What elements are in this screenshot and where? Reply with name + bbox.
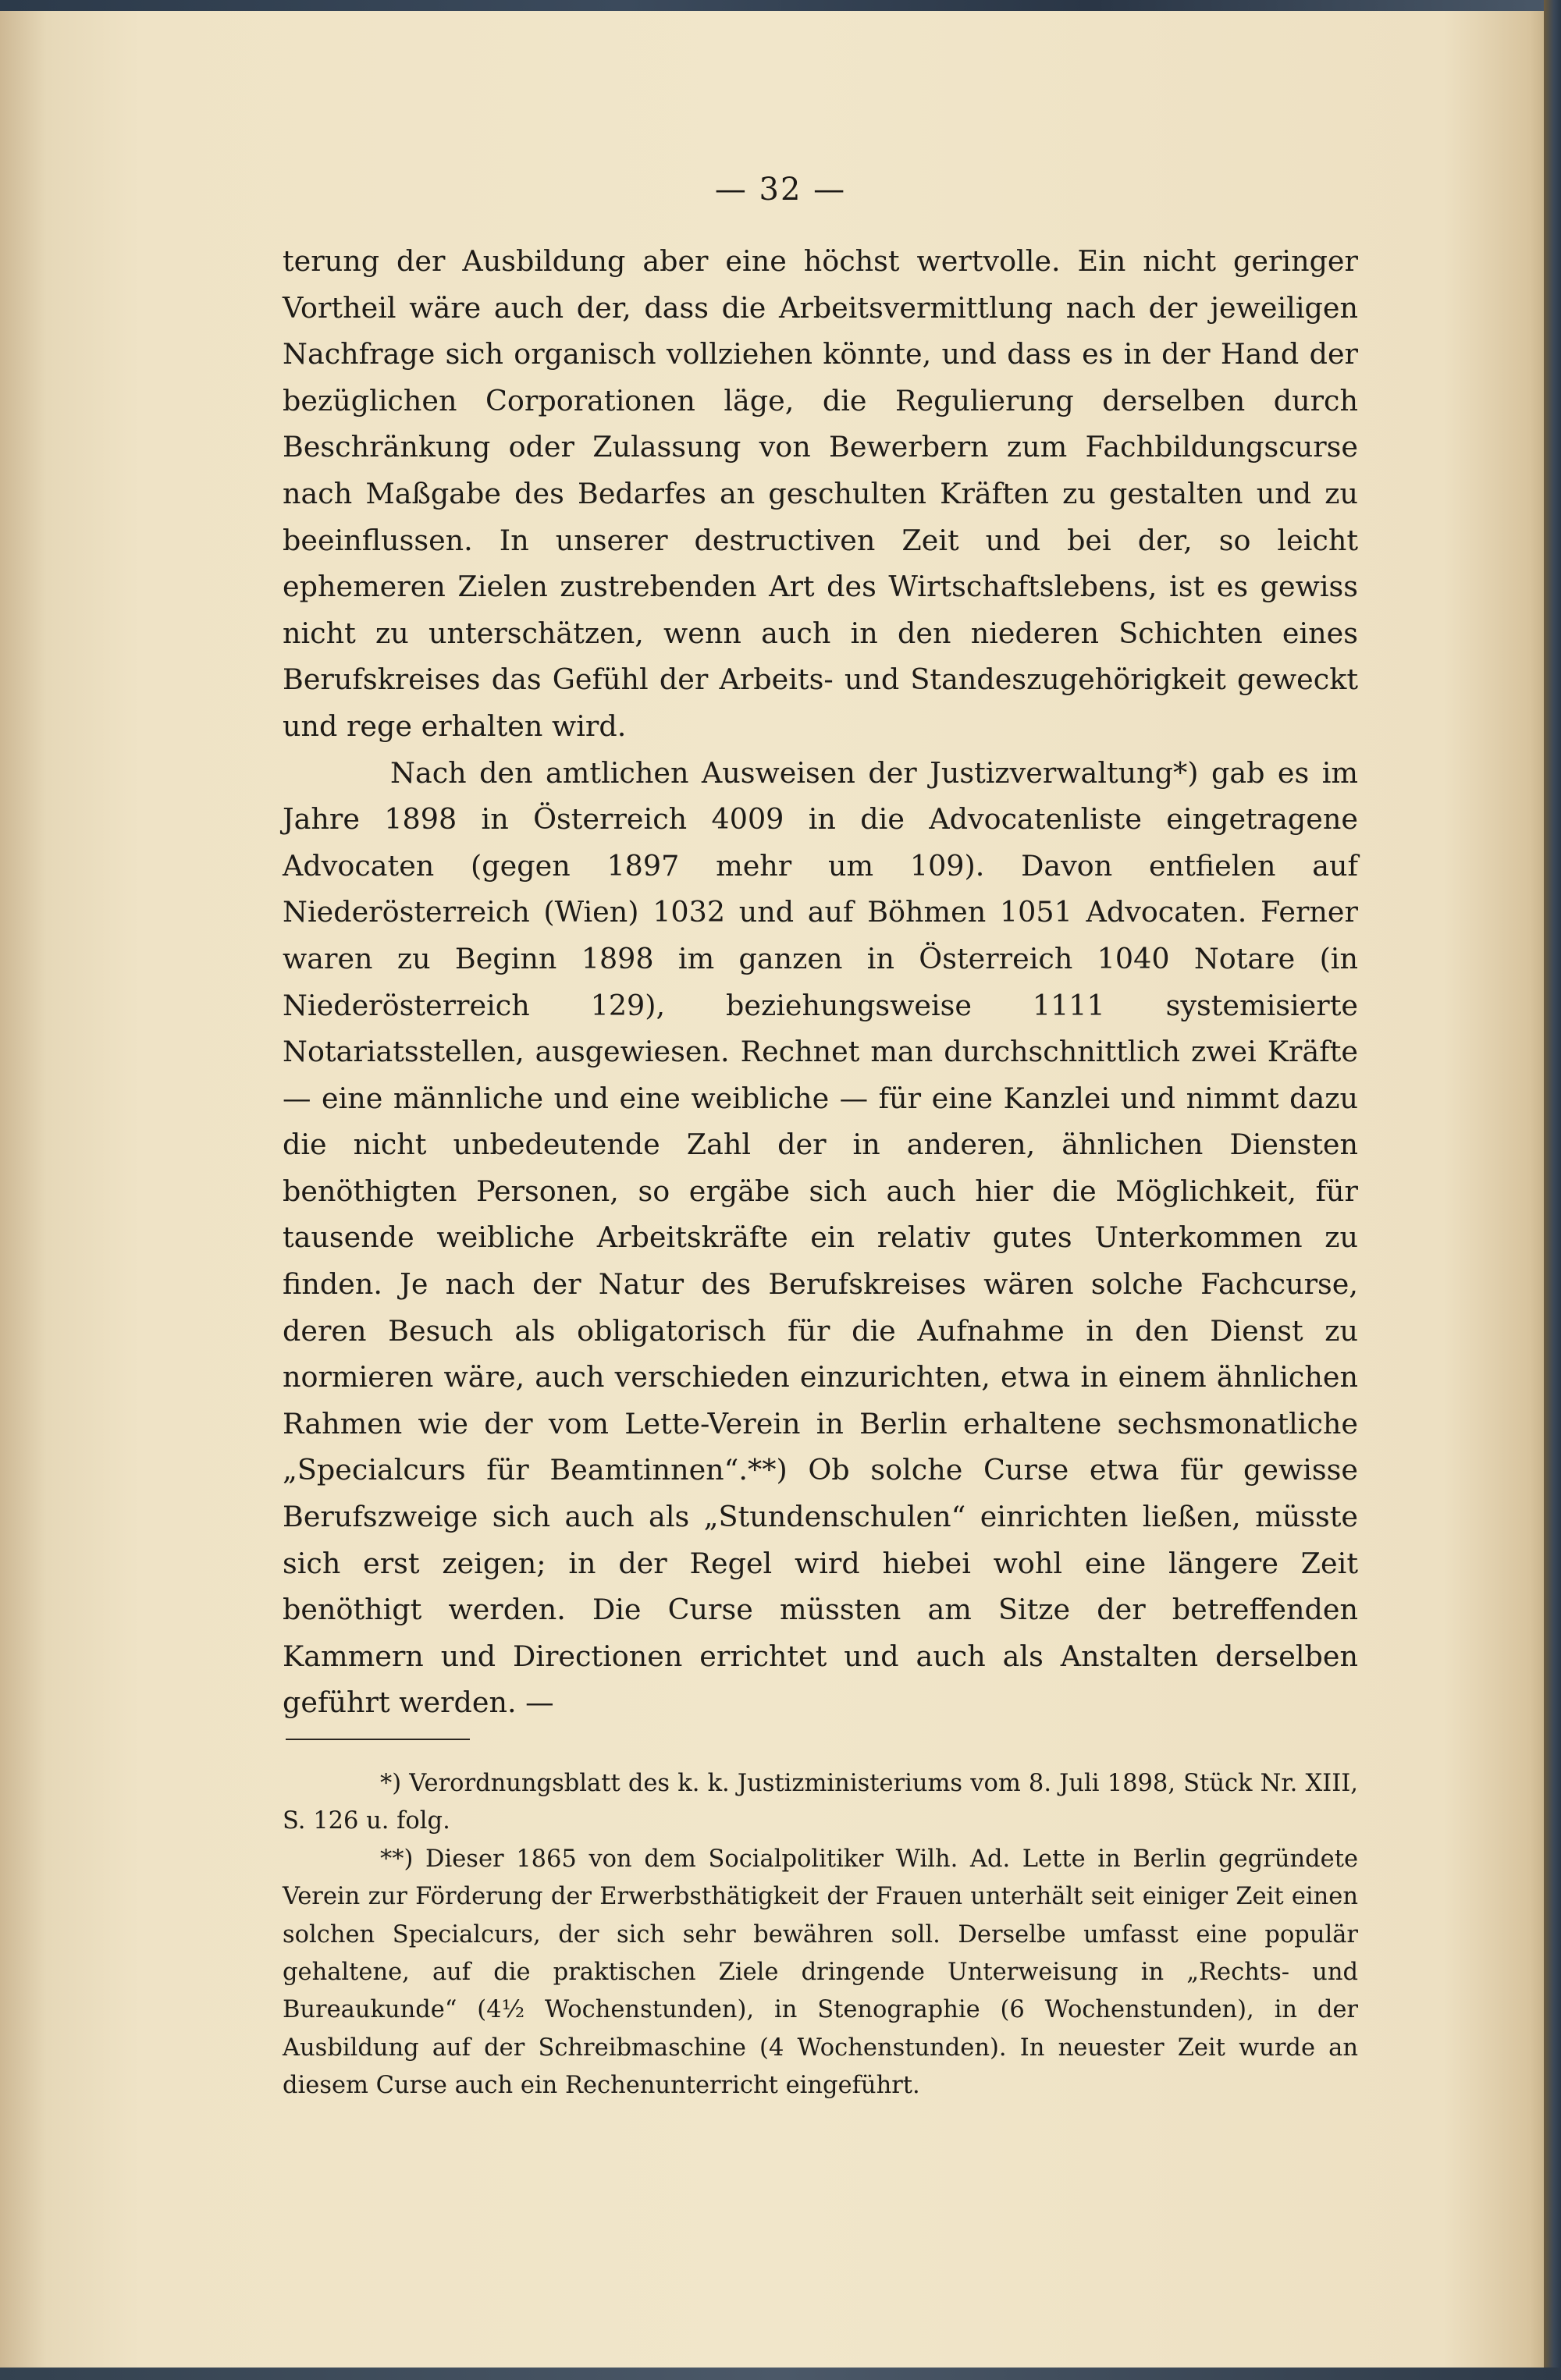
footnote-divider	[286, 1739, 470, 1740]
main-text	[283, 238, 1358, 1726]
book-spine-edge	[1544, 0, 1561, 2380]
footnote-2: **) Dieser 1865 von dem Socialpolitiker Wilh. Ad. Lette in Berlin gegründete Verein zur Förderung der Erwerbsthätigkeit der Frauen unterhält seit einiger Zeit einen solchen Specialcurs, der sich sehr bewähren soll. Derselbe umfasst eine populär gehaltene, auf die praktischen Ziele dringende Unterweisung in „Rechts- und Bureaukunde“ (4½ Wochenstunden), in Stenographie (6 Wochenstunden), in der Ausbildung auf der Schreibmaschine (4 Wochenstunden). In neuester Zeit wurde an diesem Curse auch ein Rechenunterricht eingeführt.	[283, 1845, 1358, 2100]
footnotes	[283, 1765, 1358, 2105]
book-top-edge	[0, 0, 1561, 11]
paragraph-1: terung der Ausbildung aber eine höchst wertvolle. Ein nicht geringer Vortheil wäre auch der, dass die Arbeitsvermittlung nach der jeweiligen Nachfrage sich organisch vollziehen könnte, und dass es in der Hand der bezüglichen Corporationen läge, die Regulierung derselben durch Beschränkung oder Zulassung von Bewerbern zum Fachbildungscurse nach Maßgabe des Bedarfes an geschulten Kräften zu gestalten und zu beeinflussen. In unserer destructiven Zeit und bei der, so leicht ephemeren Zielen zustrebenden Art des Wirtschaftslebens, ist es gewiss nicht zu unterschätzen, wenn auch in den niederen Schichten eines Berufskreises das Gefühl der Arbeits- und Standeszugehörigkeit geweckt und rege erhalten wird.	[283, 244, 1358, 743]
paragraph-2: Nach den amtlichen Ausweisen der Justizverwaltung*) gab es im Jahre 1898 in Österreich 4009 in die Advocatenliste eingetragene Advocaten (gegen 1897 mehr um 109). Davon entfielen auf Niederösterreich (Wien) 1032 und auf Böhmen 1051 Advocaten. Ferner waren zu Beginn 1898 im ganzen in Österreich 1040 Notare (in Niederösterreich 129), beziehungsweise 1111 systemisierte Notariatsstellen, ausgewiesen. Rechnet man durchschnittlich zwei Kräfte — eine männliche und eine weibliche — für eine Kanzlei und nimmt dazu die nicht unbedeutende Zahl der in anderen, ähnlichen Diensten benöthigten Personen, so ergäbe sich auch hier die Möglichkeit, für tausende weibliche Arbeitskräfte ein relativ gutes Unterkommen zu finden. Je nach der Natur des Berufskreises wären solche Fachcurse, deren Besuch als obligatorisch für die Aufnahme in den Dienst zu normieren wäre, auch verschieden einzurichten, etwa in einem ähnlichen Rahmen wie der vom Lette-Verein in Berlin erhaltene sechsmonatliche „Specialcurs für Beamtinnen“.**) Ob solche Curse etwa für gewisse Berufszweige sich auch als „Stundenschulen“ einrichten ließen, müsste sich erst zeigen; in der Regel wird hiebei wohl eine längere Zeit benöthigt werden. Die Curse müssten am Sitze der betreffenden Kammern und Directionen errichtet und auch als Anstalten derselben geführt werden. —	[283, 755, 1358, 1720]
book-bottom-edge	[0, 2368, 1561, 2380]
footnote-1: *) Verordnungsblatt des k. k. Justizministeriums vom 8. Juli 1898, Stück Nr. XIII, S. 126 u. folg.	[283, 1770, 1358, 1835]
page-number: — 32 —	[714, 172, 847, 208]
